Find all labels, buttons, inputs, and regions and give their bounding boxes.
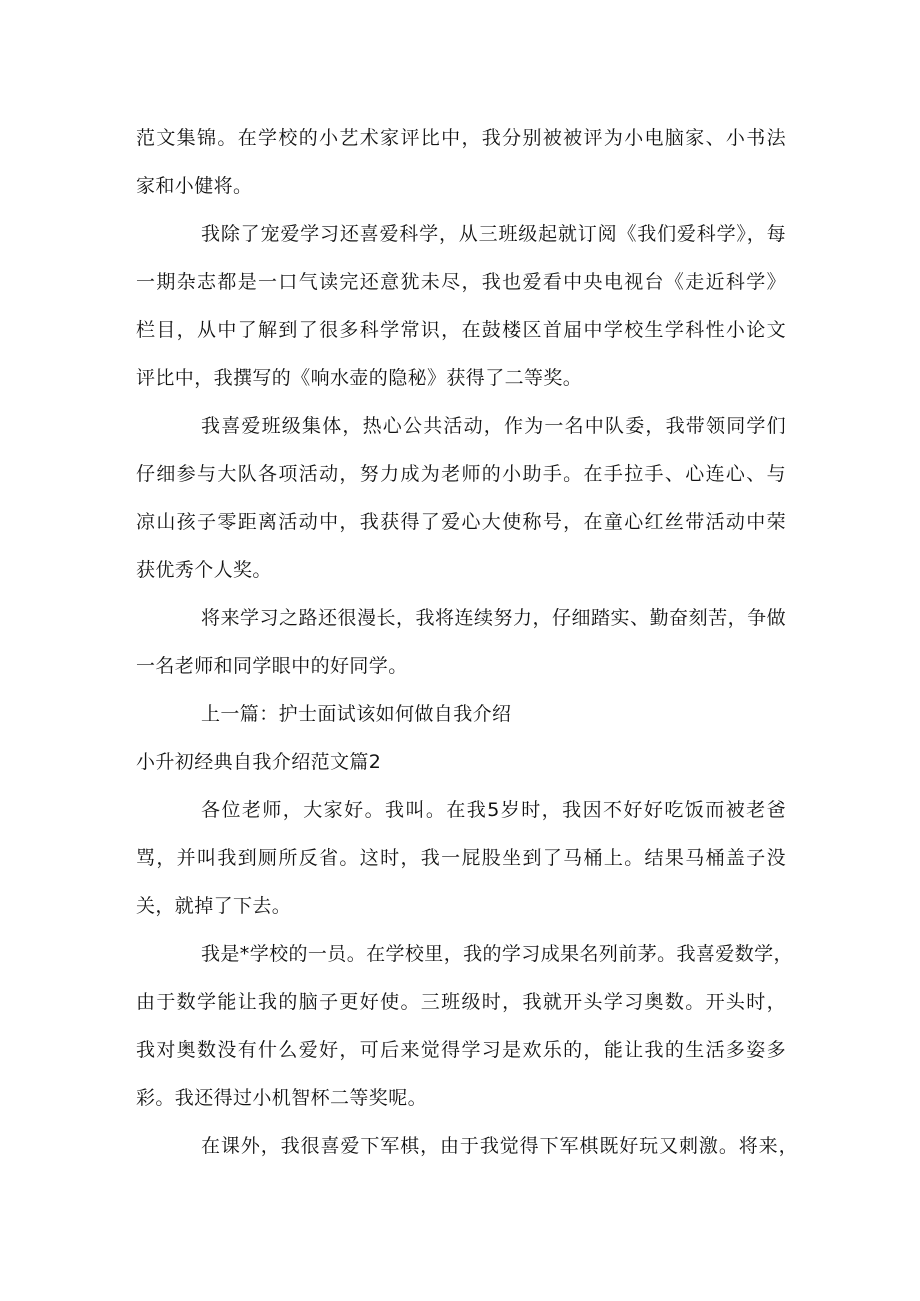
text-line: 骂，并叫我到厕所反省。这时，我一屁股坐到了马桶上。结果马桶盖子没: [136, 847, 786, 869]
text-line: 一期杂志都是一口气读完还意犹未尽，我也爱看中央电视台《走近科学》: [136, 271, 786, 293]
text-line: 我除了宠爱学习还喜爱科学，从三班级起就订阅《我们爱科学》，每: [201, 223, 786, 245]
text-line: 获优秀个人奖。: [136, 559, 272, 581]
text-line: 凉山孩子零距离活动中，我获得了爱心大使称号，在童心红丝带活动中荣: [136, 511, 786, 533]
text-line: 关，就掉了下去。: [136, 895, 292, 917]
text-line: 范文集锦。在学校的小艺术家评比中，我分别被被评为小电脑家、小书法: [136, 127, 786, 149]
previous-article-link[interactable]: 上一篇：护士面试该如何做自我介绍: [201, 703, 512, 725]
text-line: 由于数学能让我的脑子更好使。三班级时，我就开头学习奥数。开头时，: [136, 991, 786, 1013]
section-heading: 小升初经典自我介绍范文篇2: [136, 751, 382, 773]
text-line: 各位老师，大家好。我叫。在我5岁时，我因不好好吃饭而被老爸: [201, 799, 786, 821]
text-line: 我是*学校的一员。在学校里，我的学习成果名列前茅。我喜爱数学，: [201, 943, 793, 965]
text-line: 评比中，我撰写的《响水壶的隐秘》获得了二等奖。: [136, 367, 583, 389]
text-line: 一名老师和同学眼中的好同学。: [136, 655, 408, 677]
text-line: 我对奥数没有什么爱好，可后来觉得学习是欢乐的，能让我的生活多姿多: [136, 1039, 786, 1061]
text-line: 我喜爱班级集体，热心公共活动，作为一名中队委，我带领同学们: [201, 415, 786, 437]
text-line: 将来学习之路还很漫长，我将连续努力，仔细踏实、勤奋刻苦，争做: [201, 607, 786, 629]
text-line: 栏目，从中了解到了很多科学常识，在鼓楼区首届中学校生学科性小论文: [136, 319, 786, 341]
text-line: 仔细参与大队各项活动，努力成为老师的小助手。在手拉手、心连心、与: [136, 463, 786, 485]
text-line: 在课外，我很喜爱下军棋，由于我觉得下军棋既好玩又刺激。将来，: [201, 1135, 798, 1157]
text-line: 家和小健将。: [136, 175, 253, 197]
text-line: 彩。我还得过小机智杯二等奖呢。: [136, 1087, 428, 1109]
